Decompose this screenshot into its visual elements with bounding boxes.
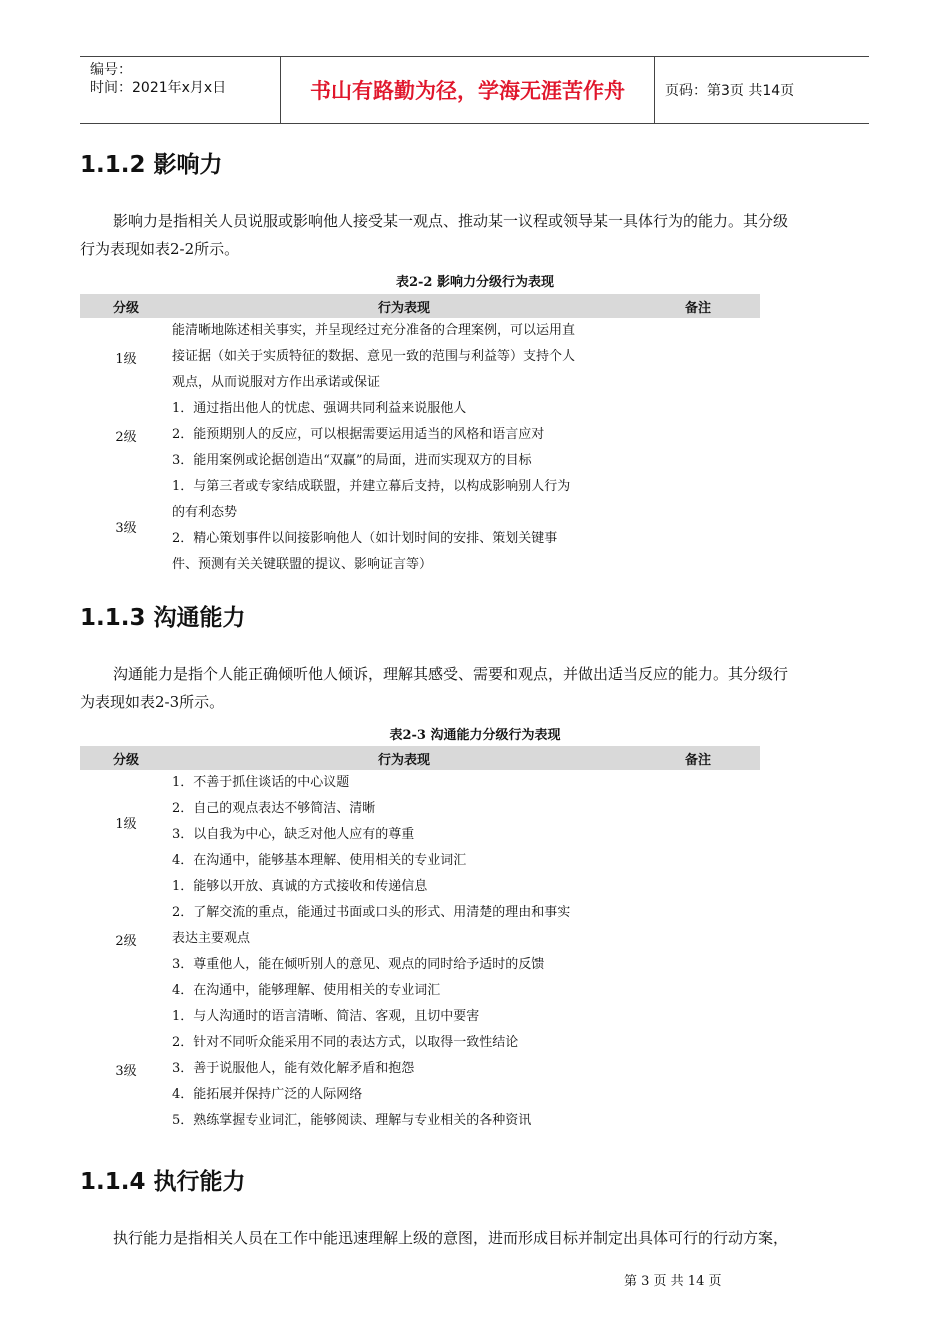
page-footer: 第 3 页 共 14 页 [624,1274,722,1289]
column-header-notes: 备注 [636,746,760,770]
notes-cell [636,318,760,396]
level-cell: 2级 [115,429,137,445]
column-header-level: 分级 [80,294,172,318]
behavior-line: 4．能拓展并保持广泛的人际网络 [172,1087,363,1102]
behavior-cell [172,318,636,396]
paragraph-line: 执行能力是指相关人员在工作中能迅速理解上级的意图，进而形成目标并制定出具体可行的行动方案， [113,1229,789,1247]
level-cell: 1级 [115,351,137,367]
level-cell: 3级 [115,520,137,536]
notes-cell [636,474,760,578]
paragraph-line: 影响力是指相关人员说服或影响他人接受某一观点、推动某一议程或领导某一具体行为的能力。其分级 [113,212,789,230]
behavior-line: 4．在沟通中，能够理解、使用相关的专业词汇 [172,983,441,998]
level-cell: 3级 [115,1063,137,1079]
table-row [80,474,760,578]
behavior-line: 件、预测有关关键联盟的提议、影响证言等） [172,557,433,572]
column-header-behavior: 行为表现 [172,294,636,318]
document-date: 时间：2021年x月x日 [90,80,227,96]
column-header-notes: 备注 [636,294,760,318]
behavior-line: 的有利态势 [172,505,238,520]
behavior-cell [172,1004,636,1134]
behavior-line: 2．能预期别人的反应，可以根据需要运用适当的风格和语言应对 [172,427,545,442]
behavior-cell [172,474,636,578]
behavior-line: 3．善于说服他人，能有效化解矛盾和抱怨 [172,1061,415,1076]
behavior-line: 1．与第三者或专家结成联盟，并建立幕后支持，以构成影响别人行为 [172,479,571,494]
heading-influence: 1.1.2 影响力 [80,152,223,178]
header-motto: 书山有路勤为径，学海无涯苦作舟 [281,57,655,123]
paragraph-communication [80,660,870,716]
behavior-line: 2．精心策划事件以间接影响他人（如计划时间的安排、策划关键事 [172,531,558,546]
behavior-line: 4．在沟通中，能够基本理解、使用相关的专业词汇 [172,853,467,868]
paragraph-execution [80,1224,870,1252]
table-row [80,874,760,1004]
header-page-info: 页码：第3页 共14页 [665,83,795,99]
table-row [80,396,760,474]
behavior-line: 1．通过指出他人的忧虑、强调共同利益来说服他人 [172,401,467,416]
heading-communication: 1.1.3 沟通能力 [80,605,246,631]
notes-cell [636,396,760,474]
behavior-line: 观点，从而说服对方作出承诺或保证 [172,375,381,390]
behavior-cell [172,874,636,1004]
notes-cell [636,770,760,874]
behavior-cell [172,396,636,474]
behavior-line: 3．尊重他人，能在倾听别人的意见、观点的同时给予适时的反馈 [172,957,545,972]
table-caption-communication: 表2-3 沟通能力分级行为表现 [389,728,561,743]
notes-cell [636,1004,760,1134]
notes-cell [636,874,760,1004]
paragraph-influence [80,207,870,263]
document-number-label: 编号： [90,62,132,78]
communication-table [80,746,760,1134]
behavior-line: 3．以自我为中心，缺乏对他人应有的尊重 [172,827,415,842]
paragraph-line: 为表现如表2-3所示。 [80,693,225,711]
table-caption-influence: 表2-2 影响力分级行为表现 [395,275,554,290]
behavior-line: 3．能用案例或论据创造出“双赢”的局面，进而实现双方的目标 [172,453,532,468]
heading-execution: 1.1.4 执行能力 [80,1169,246,1195]
behavior-line: 能清晰地陈述相关事实，并呈现经过充分准备的合理案例，可以运用直 [172,323,576,338]
page-header [80,56,869,124]
table-row [80,770,760,874]
behavior-cell [172,770,636,874]
level-cell: 1级 [115,816,137,832]
influence-table [80,294,760,578]
paragraph-line: 沟通能力是指个人能正确倾听他人倾诉，理解其感受、需要和观点，并做出适当反应的能力。其分级行 [113,665,789,683]
table-row [80,318,760,396]
behavior-line: 5．熟练掌握专业词汇，能够阅读、理解与专业相关的各种资讯 [172,1113,532,1128]
behavior-line: 表达主要观点 [172,931,251,946]
behavior-line: 接证据（如关于实质特征的数据、意见一致的范围与利益等）支持个人 [172,349,576,364]
level-cell: 2级 [115,933,137,949]
column-header-level: 分级 [80,746,172,770]
behavior-line: 2．自己的观点表达不够简洁、清晰 [172,801,376,816]
behavior-line: 1．能够以开放、真诚的方式接收和传递信息 [172,879,428,894]
behavior-line: 2．针对不同听众能采用不同的表达方式，以取得一致性结论 [172,1035,519,1050]
behavior-line: 2．了解交流的重点，能通过书面或口头的形式、用清楚的理由和事实 [172,905,571,920]
behavior-line: 1．与人沟通时的语言清晰、简洁、客观，且切中要害 [172,1009,480,1024]
table-row [80,1004,760,1134]
behavior-line: 1．不善于抓住谈话的中心议题 [172,775,350,790]
header-meta [80,57,281,123]
paragraph-line: 行为表现如表2-2所示。 [80,240,240,258]
column-header-behavior: 行为表现 [172,746,636,770]
